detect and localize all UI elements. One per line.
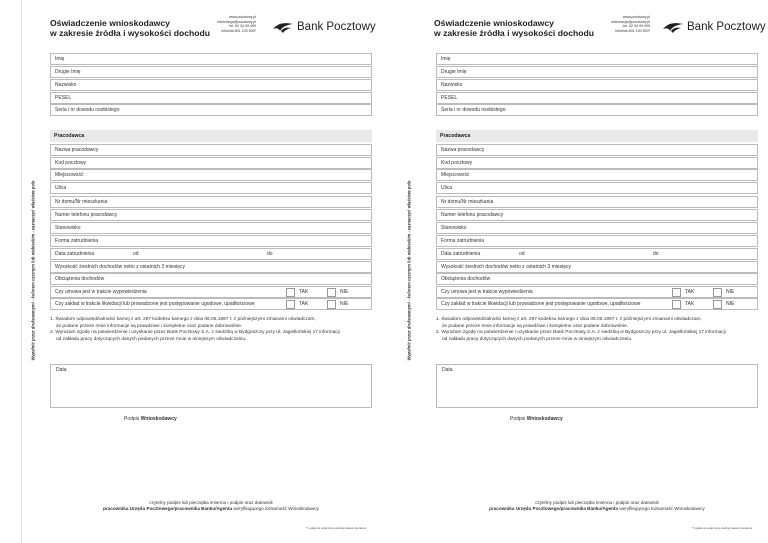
contact-www[interactable]: www.pocztowy.pl xyxy=(622,15,650,19)
contact-email[interactable]: informacja@pocztowy.pl xyxy=(611,19,650,24)
field-id-number[interactable]: Seria i nr dowodu osobistego xyxy=(50,104,372,116)
checkbox-liquidation-no-label: NIE xyxy=(726,301,735,307)
field-first-name[interactable]: Imię xyxy=(50,53,372,65)
field-pesel[interactable]: PESEL xyxy=(50,92,372,104)
brand-name: Bank Pocztowy xyxy=(687,21,766,33)
field-employer-phone[interactable]: Numer telefonu pracodawcy xyxy=(50,209,372,221)
employer-section-header: Pracodawca xyxy=(50,130,372,142)
field-street[interactable]: Ulica xyxy=(436,182,758,194)
vertical-instruction xyxy=(402,160,416,390)
checkbox-notice-no[interactable] xyxy=(713,288,722,297)
employer-section-header: Pracodawca xyxy=(436,130,758,142)
field-employment-date[interactable] xyxy=(436,248,758,260)
checkbox-notice-no-label: NIE xyxy=(340,289,349,295)
checkbox-liquidation-yes[interactable] xyxy=(672,300,681,309)
brand-name: Bank Pocztowy xyxy=(297,21,376,33)
field-position[interactable]: Stanowisko xyxy=(50,222,372,234)
checkbox-liquidation-yes[interactable] xyxy=(286,300,295,309)
date-from-label: od xyxy=(519,251,525,257)
declarations xyxy=(50,317,372,343)
bird-logo-icon xyxy=(662,20,684,34)
signature-box[interactable] xyxy=(50,364,372,408)
field-employer-name[interactable]: Nazwa pracodawcy xyxy=(436,144,758,156)
field-city[interactable]: Miejscowość xyxy=(50,169,372,181)
declaration-1-line-1: 1. Świadom odpowiedzialności karnej z art. 297 kodeksu karnego z dnia 06.06.1997 r. z późniejszymi zmianami oświadczam, xyxy=(436,317,702,322)
field-house-number[interactable]: Nr domu/Nr mieszkania xyxy=(436,196,758,208)
question-notice-period-text: Czy umowa jest w trakcie wypowiedzenia xyxy=(441,289,533,295)
question-notice-period xyxy=(50,286,372,298)
page-margin-strip xyxy=(0,0,22,543)
footer-line-1: czytelny podpis lub pieczątka imienna i podpis oraz datownik xyxy=(535,500,659,505)
contact-hotline: infolinia 801 100 500* xyxy=(221,28,256,33)
contact-email[interactable]: informacja@pocztowy.pl xyxy=(217,19,256,24)
declarations xyxy=(436,317,758,343)
question-liquidation-text: Czy zakład w trakcie likwidacji lub prowadzone jest postępowanie ugodowe, upadłościowe xyxy=(441,301,641,307)
contact-www[interactable]: www.pocztowy.pl xyxy=(228,15,256,19)
declaration-2-line-1: 2. Wyrażam zgodę na potwierdzenie i uzyskanie przez Bank Pocztowy S.A. z siedzibą w Bydgoszczy przy ul. Jagiellońskiej 17 informacji xyxy=(50,330,340,336)
field-employer-name[interactable]: Nazwa pracodawcy xyxy=(50,144,372,156)
form-title xyxy=(434,18,594,38)
field-city[interactable]: Miejscowość xyxy=(436,169,758,181)
signature-prefix: Podpis xyxy=(510,416,527,422)
declaration-2-line-1: 2. Wyrażam zgodę na potwierdzenie i uzyskanie przez Bank Pocztowy S.A. z siedzibą w Bydgoszczy przy ul. Jagiellońskiej 17 informacji xyxy=(436,330,726,336)
field-employer-phone[interactable]: Numer telefonu pracodawcy xyxy=(436,209,758,221)
checkbox-notice-yes-label: TAK xyxy=(299,289,309,295)
field-house-number[interactable]: Nr domu/Nr mieszkania xyxy=(50,196,372,208)
contact-hotline: infolinia 801 100 500* xyxy=(615,28,650,33)
contact-info xyxy=(594,15,650,33)
field-second-name[interactable]: Drugie Imię xyxy=(436,66,758,78)
title-line-1: Oświadczenie wnioskodawcy xyxy=(50,18,170,28)
field-employment-date[interactable] xyxy=(50,248,372,260)
checkbox-notice-yes[interactable] xyxy=(672,288,681,297)
contact-phone: tel. 52 34 99 499 xyxy=(623,24,650,29)
question-notice-period-text: Czy umowa jest w trakcie wypowiedzenia xyxy=(55,289,147,295)
question-liquidation-text: Czy zakład w trakcie likwidacji lub prowadzone jest postępowanie ugodowe, upadłościowe xyxy=(55,301,255,307)
footer-verifier-rest: weryfikującego tożsamość Wnioskodawcy xyxy=(232,506,319,511)
checkbox-liquidation-no[interactable] xyxy=(713,300,722,309)
footer-line-1: czytelny podpis lub pieczątka imienna i podpis oraz datownik xyxy=(149,500,273,505)
bird-logo-icon xyxy=(272,20,294,34)
checkbox-liquidation-no[interactable] xyxy=(327,300,336,309)
vertical-instruction xyxy=(26,160,40,390)
field-pesel[interactable]: PESEL xyxy=(436,92,758,104)
applicant-signature-caption xyxy=(510,416,563,422)
signature-box[interactable] xyxy=(436,364,758,408)
question-liquidation xyxy=(50,298,372,310)
checkbox-notice-yes[interactable] xyxy=(286,288,295,297)
employment-date-label: Data zatrudnienia xyxy=(441,251,481,257)
checkbox-liquidation-yes-label: TAK xyxy=(685,301,695,307)
title-line-1: Oświadczenie wnioskodawcy xyxy=(434,18,554,28)
verifier-footer xyxy=(436,500,758,512)
form-page-right xyxy=(384,0,768,543)
title-line-2: w zakresie źródła i wysokości dochodu xyxy=(434,28,594,38)
field-street[interactable]: Ulica xyxy=(50,182,372,194)
checkbox-notice-yes-label: TAK xyxy=(685,289,695,295)
verifier-footer xyxy=(50,500,372,512)
vertical-instruction-text: Wypełnić przez drukowanymi - kolorem czarnym lub niebieskim - zaznaczyć właściwe pole xyxy=(30,180,36,361)
date-label: Data xyxy=(56,367,67,373)
field-first-name[interactable]: Imię xyxy=(436,53,758,65)
form-title xyxy=(50,18,210,38)
footer-verifier-role: pracownika Urzędu Pocztowego/pracownika Banku/Agenta xyxy=(103,506,233,511)
field-second-name[interactable]: Drugie Imię xyxy=(50,66,372,78)
signature-prefix: Podpis xyxy=(124,416,141,422)
signature-applicant: Wnioskodawcy xyxy=(140,416,177,422)
field-postal-code[interactable]: Kod pocztowy xyxy=(50,157,372,169)
field-id-number[interactable]: Seria i nr dowodu osobistego xyxy=(436,104,758,116)
declaration-1-line-1: 1. Świadom odpowiedzialności karnej z art. 297 kodeksu karnego z dnia 06.06.1997 r. z późniejszymi zmianami oświadczam, xyxy=(50,317,316,322)
field-postal-code[interactable]: Kod pocztowy xyxy=(436,157,758,169)
call-charge-note: *) opłata za połączenie według stawek operatora xyxy=(692,526,753,530)
field-employment-form[interactable]: Forma zatrudnienia xyxy=(436,235,758,247)
field-average-income[interactable]: Wysokość średnich dochodów netto z ostatnich 3 miesięcy xyxy=(50,261,372,273)
field-average-income[interactable]: Wysokość średnich dochodów netto z ostatnich 3 miesięcy xyxy=(436,261,758,273)
call-charge-note: *) opłata za połączenie według stawek operatora xyxy=(306,526,367,530)
vertical-instruction-text: Wypełnić przez drukowanymi - kolorem czarnym lub niebieskim - zaznaczyć właściwe pole xyxy=(406,180,412,361)
date-from-label: od xyxy=(133,251,139,257)
applicant-signature-caption xyxy=(124,416,177,422)
contact-info xyxy=(200,15,256,33)
contact-phone: tel. 52 34 99 499 xyxy=(229,24,256,29)
footer-verifier-role: pracownika Urzędu Pocztowego/pracownika Banku/Agenta xyxy=(489,506,619,511)
date-label: Data xyxy=(442,367,453,373)
field-employment-form[interactable]: Forma zatrudnienia xyxy=(50,235,372,247)
field-income-burden[interactable]: Obciążenia dochodów xyxy=(50,273,372,285)
checkbox-notice-no-label: NIE xyxy=(726,289,735,295)
signature-applicant: Wnioskodawcy xyxy=(526,416,563,422)
field-surname[interactable]: Nazwisko xyxy=(436,79,758,91)
date-to-label: do xyxy=(653,251,659,257)
declaration-1-line-2: że podane przeze mnie informacje są prawdziwe i kompletne oraz podane dobrowolnie. xyxy=(442,323,629,329)
employment-date-label: Data zatrudnienia xyxy=(55,251,95,257)
date-to-label: do xyxy=(267,251,273,257)
bank-logo xyxy=(662,20,766,34)
question-liquidation xyxy=(436,298,758,310)
footer-verifier-rest: weryfikującego tożsamość Wnioskodawcy xyxy=(618,506,705,511)
field-surname[interactable]: Nazwisko xyxy=(50,79,372,91)
declaration-2-line-2: od zakładu pracy dotyczących danych podanych przeze mnie w niniejszym oświadczeniu. xyxy=(56,336,247,342)
declaration-1-line-2: że podane przeze mnie informacje są prawdziwe i kompletne oraz podane dobrowolnie. xyxy=(56,323,243,329)
question-notice-period xyxy=(436,286,758,298)
checkbox-liquidation-no-label: NIE xyxy=(340,301,349,307)
field-position[interactable]: Stanowisko xyxy=(436,222,758,234)
checkbox-notice-no[interactable] xyxy=(327,288,336,297)
title-line-2: w zakresie źródła i wysokości dochodu xyxy=(50,28,210,38)
declaration-2-line-2: od zakładu pracy dotyczących danych podanych przeze mnie w niniejszym oświadczeniu. xyxy=(442,336,633,342)
field-income-burden[interactable]: Obciążenia dochodów xyxy=(436,273,758,285)
bank-logo xyxy=(272,20,376,34)
checkbox-liquidation-yes-label: TAK xyxy=(299,301,309,307)
